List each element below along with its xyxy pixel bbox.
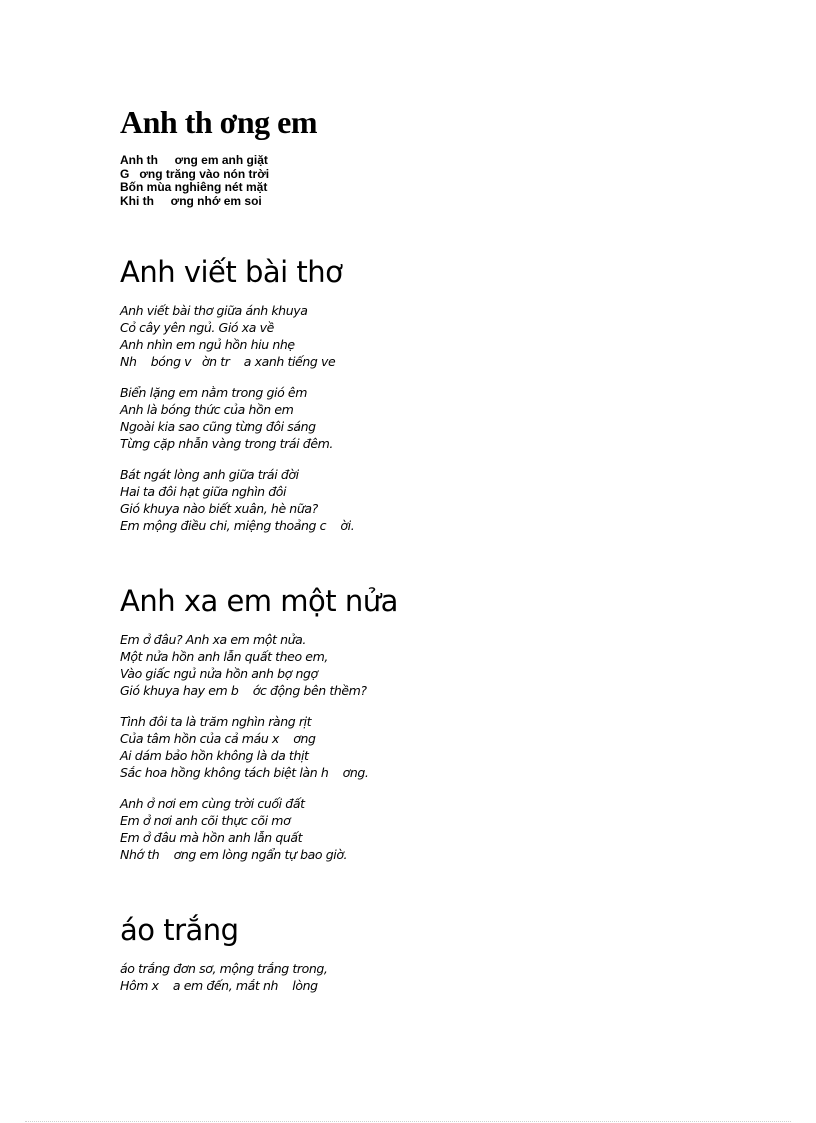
poem-line: Biển lặng em nằm trong gió êm [120,385,307,400]
poem-line: Bát ngát lòng anh giữa trái đời [120,467,299,482]
poem-line: Nhớ th ơng em lòng ngẩn tự bao giờ. [120,847,348,862]
poem-anh-thuong-em [120,104,317,208]
poem-line: áo trắng đơn sơ, mộng trắng trong, [120,961,328,976]
poem-line: Em ở nơi anh cõi thực cõi mơ [120,813,291,828]
stanza [120,154,317,208]
poem-title: áo trắng [120,913,239,947]
poem-ao-trang [120,913,328,994]
page-bottom-rule [25,1121,791,1122]
poem-anh-viet-bai-tho [120,255,354,534]
poem-line: Nh bóng v ờn tr a xanh tiếng ve [120,354,336,369]
stanza [120,631,398,699]
poem-line: Anh viết bài thơ giữa ánh khuya [120,303,308,318]
poem-line: Anh nhìn em ngủ hồn hiu nhẹ [120,337,295,352]
poem-line: Từng cặp nhẫn vàng trong trái đêm. [120,436,333,451]
poem-line: Em ở đâu mà hồn anh lẫn quất [120,830,303,845]
poem-line: Ai dám bảo hồn không là da thịt [120,748,309,763]
stanza [120,384,354,452]
stanza [120,302,354,370]
poem-line: Em ở đâu? Anh xa em một nửa. [120,632,307,647]
poem-line: Gió khuya hay em b ớc động bên thềm? [120,683,367,698]
poem-title: Anh th ơng em [120,104,318,140]
poem-line: Sắc hoa hồng không tách biệt làn h ơng. [120,765,369,780]
poem-line: Anh là bóng thức của hồn em [120,402,294,417]
stanza [120,960,328,994]
poem-title: Anh xa em một nửa [120,584,398,618]
poem-line: Của tâm hồn của cả máu x ơng [120,731,316,746]
stanza [120,466,354,534]
poem-line: Em mộng điều chi, miệng thoảng c ời. [120,518,355,533]
poem-line: Ngoài kia sao cũng từng đôi sáng [120,419,316,434]
poem-line: G ơng trăng vào nón trời [120,166,270,181]
poem-line: Hôm x a em đến, mắt nh lòng [120,978,318,993]
poem-line: Một nửa hồn anh lẫn quất theo em, [120,649,328,664]
poem-line: Khi th ơng nhớ em soi [120,193,262,208]
stanza [120,713,398,781]
poem-line: Vào giấc ngủ nửa hồn anh bợ ngợ [120,666,318,681]
poem-anh-xa-em-mot-nua [120,584,398,863]
poem-line: Tình đôi ta là trăm nghìn ràng rịt [120,714,312,729]
stanza [120,795,398,863]
poem-line: Bốn mùa nghiêng nét mặt [120,180,268,194]
poem-line: Anh th ơng em anh giặt [120,153,268,167]
poem-line: Cỏ cây yên ngủ. Gió xa về [120,320,274,335]
poem-title: Anh viết bài thơ [120,255,343,289]
poem-line: Gió khuya nào biết xuân, hè nữa? [120,501,318,516]
poem-line: Anh ở nơi em cùng trời cuối đất [120,796,305,811]
poem-line: Hai ta đôi hạt giữa nghìn đôi [120,484,287,499]
